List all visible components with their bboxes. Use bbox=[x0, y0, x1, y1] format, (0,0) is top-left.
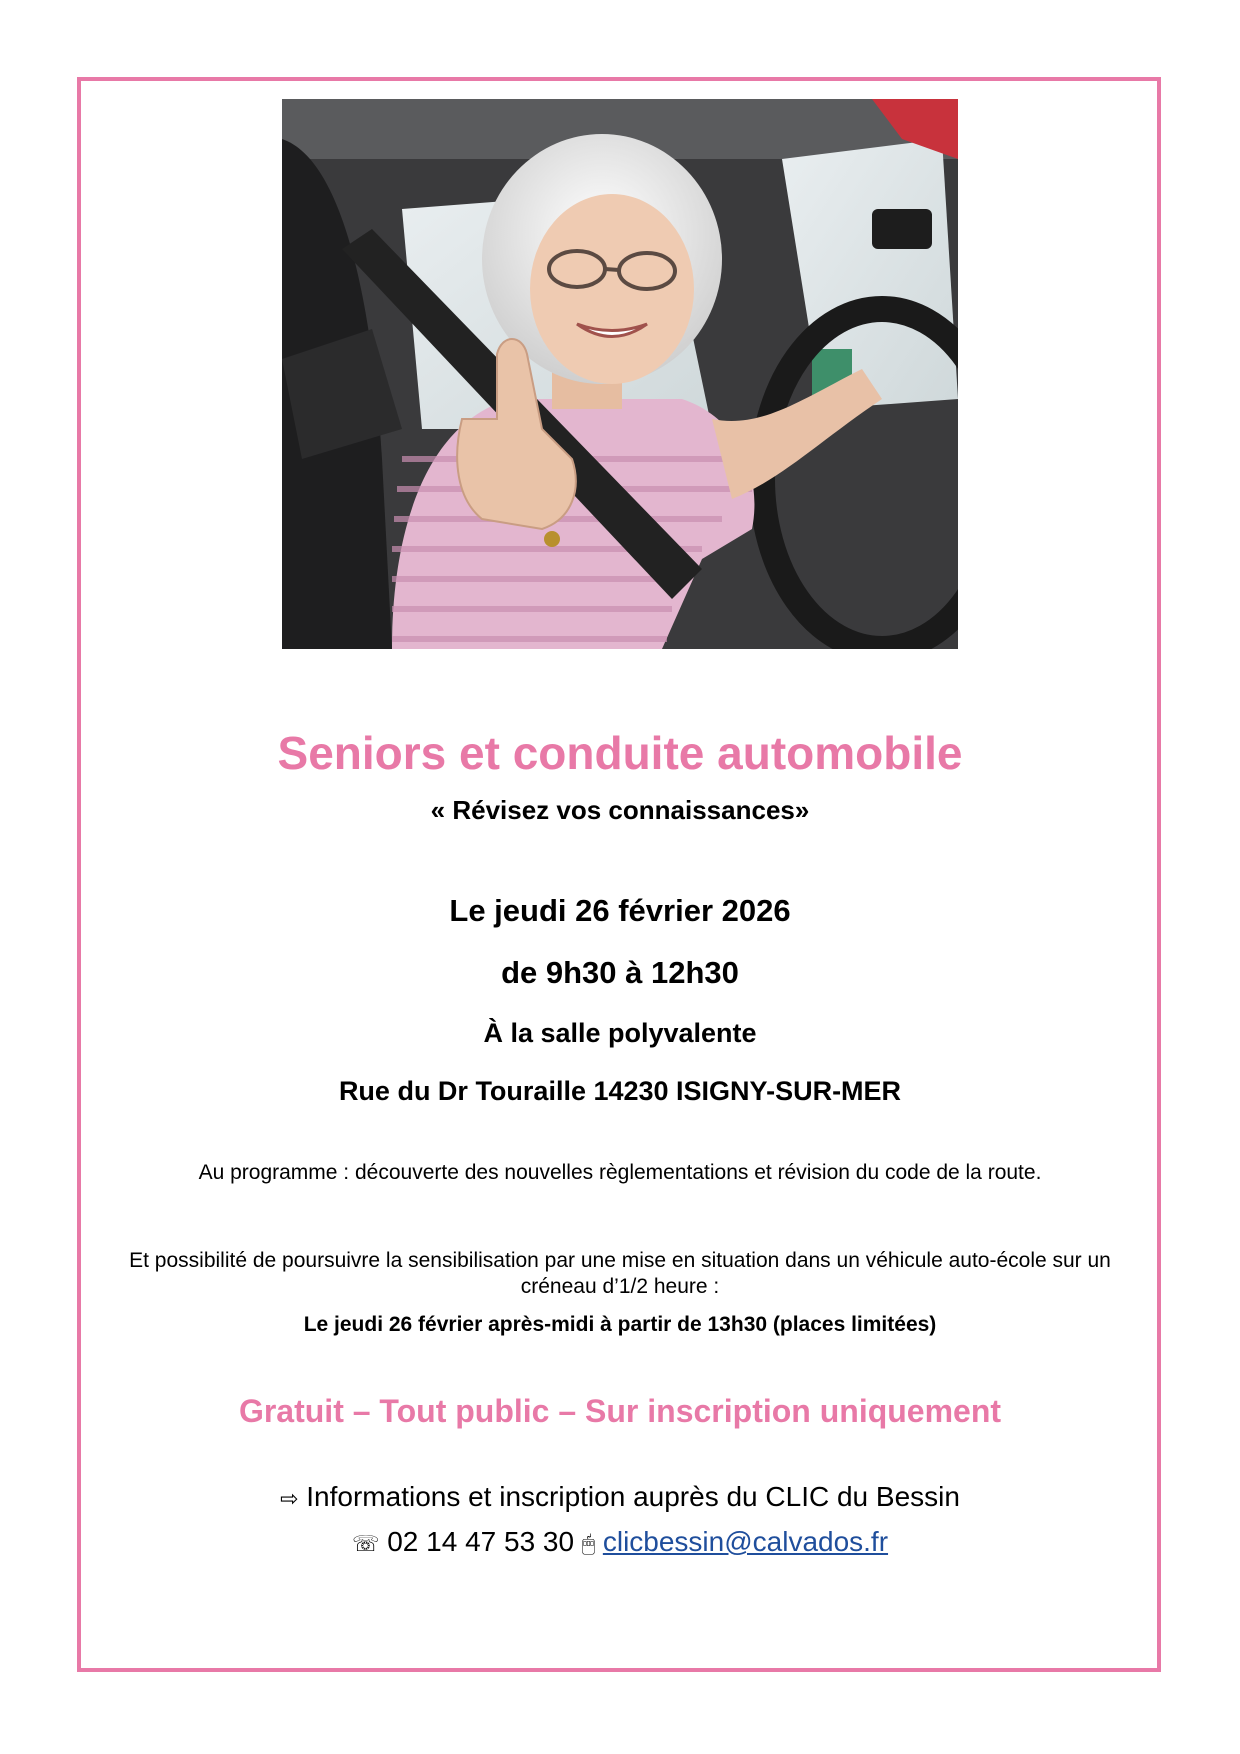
afternoon-session: Le jeudi 26 février après-midi à partir de 13h30 (places limitées) bbox=[303, 1313, 937, 1336]
email-link[interactable]: clicbessin@calvados.fr bbox=[602, 1526, 889, 1557]
contact-line bbox=[80, 1525, 1160, 1562]
mouse-icon: 🖱 bbox=[581, 1532, 596, 1557]
event-venue: À la salle polyvalente bbox=[483, 1018, 757, 1048]
photo-illustration bbox=[282, 99, 958, 649]
phone-icon: ☏ bbox=[351, 1532, 380, 1557]
info-line bbox=[80, 1480, 1160, 1517]
event-address: Rue du Dr Touraille 14230 ISIGNY-SUR-MER bbox=[338, 1076, 902, 1106]
subtitle: « Révisez vos connaissances» bbox=[430, 795, 810, 825]
senior-driver-photo bbox=[282, 99, 958, 649]
access-conditions: Gratuit – Tout public – Sur inscription uniquement bbox=[238, 1393, 1002, 1429]
page-title: Seniors et conduite automobile bbox=[277, 727, 963, 779]
event-date: Le jeudi 26 février 2026 bbox=[449, 893, 791, 928]
arrow-right-icon: ⇨ bbox=[280, 1487, 299, 1512]
additional-session-description: Et possibilité de poursuivre la sensibilisation par une mise en situation dans un véhicule auto-école sur un créneau d’1/2 heure : bbox=[129, 1249, 1111, 1298]
info-text: Informations et inscription auprès du CLIC du Bessin bbox=[306, 1481, 960, 1512]
phone-number: 02 14 47 53 30 bbox=[387, 1526, 575, 1557]
event-time: de 9h30 à 12h30 bbox=[501, 955, 739, 990]
program-description: Au programme : découverte des nouvelles règlementations et révision du code de la route. bbox=[198, 1161, 1042, 1184]
